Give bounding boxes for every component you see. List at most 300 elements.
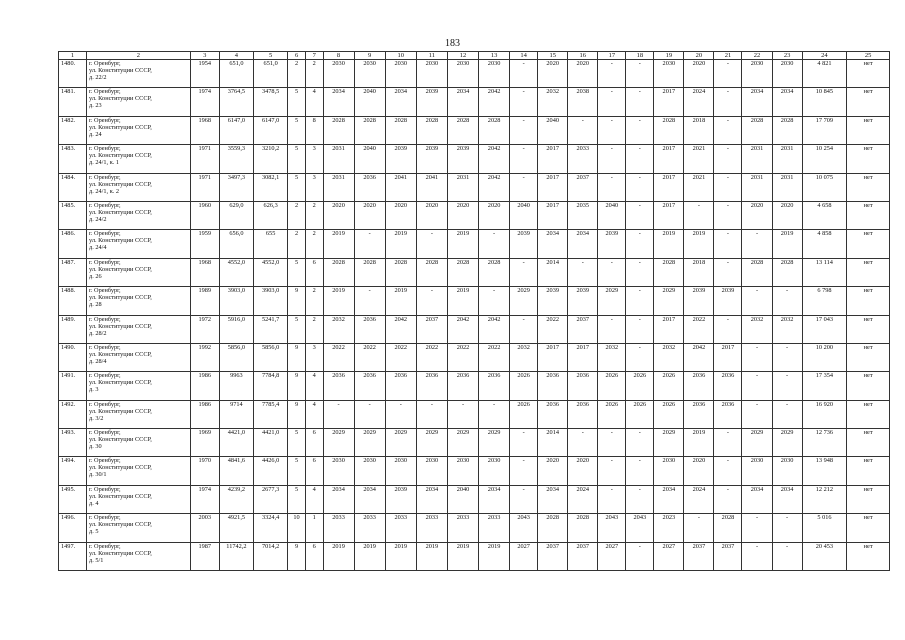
address-line: ул. Конституции СССР,	[89, 379, 152, 387]
table-cell: 2034	[416, 485, 447, 513]
table-cell: 5	[288, 457, 306, 485]
address-cell	[87, 116, 191, 144]
address-line: г. Оренбург,	[89, 400, 121, 408]
table-cell: 2032	[538, 88, 568, 116]
address-cell	[87, 372, 191, 400]
table-cell: 2037	[684, 542, 714, 570]
table-cell: -	[714, 145, 742, 173]
table-cell: 2030	[479, 60, 510, 88]
table-cell: 9963	[219, 372, 253, 400]
table-cell: -	[598, 173, 626, 201]
table-cell: 3210,2	[254, 145, 288, 173]
table-cell: 2028	[742, 116, 772, 144]
table-cell: -	[742, 514, 772, 542]
table-cell: 1986	[190, 372, 219, 400]
table-cell: 651,0	[219, 60, 253, 88]
table-cell: 2032	[598, 343, 626, 371]
table-cell: 2040	[447, 485, 478, 513]
table-cell: 2038	[568, 88, 598, 116]
table-cell: -	[626, 88, 654, 116]
table-cell: 1960	[190, 201, 219, 229]
table-cell: -	[568, 116, 598, 144]
table-cell: 2	[305, 60, 323, 88]
address-cell	[87, 429, 191, 457]
table-cell: 2020	[742, 201, 772, 229]
table-cell: -	[714, 116, 742, 144]
table-cell: 2021	[684, 173, 714, 201]
address-line: д. 24/1, к. 1	[89, 159, 120, 167]
table-cell: 629,0	[219, 201, 253, 229]
table-cell: 5	[288, 145, 306, 173]
table-cell: 2036	[714, 372, 742, 400]
table-cell: 2034	[772, 485, 802, 513]
table-cell: 2	[288, 201, 306, 229]
table-cell: 626,3	[254, 201, 288, 229]
table-cell: 2042	[479, 88, 510, 116]
table-cell: 2029	[510, 287, 538, 315]
table-cell: 6147,0	[219, 116, 253, 144]
address-line: ул. Конституции СССР,	[89, 265, 152, 273]
address-line: д. 24/4	[89, 244, 107, 252]
table-cell: -	[714, 429, 742, 457]
row-number: 1488.	[59, 287, 87, 315]
table-cell: 1959	[190, 230, 219, 258]
address-line: д. 22/2	[89, 74, 107, 81]
table-cell: 2020	[684, 60, 714, 88]
table-cell: 2027	[654, 542, 684, 570]
row-number: 1490.	[59, 343, 87, 371]
table-cell: 2029	[416, 429, 447, 457]
address-line: ул. Конституции СССР,	[89, 549, 152, 557]
table-cell: 17 354	[802, 372, 847, 400]
table-cell: -	[684, 201, 714, 229]
table-cell: -	[626, 315, 654, 343]
table-cell: 2019	[385, 287, 416, 315]
row-number: 1494.	[59, 457, 87, 485]
table-cell: 2028	[654, 258, 684, 286]
table-cell: 2034	[742, 88, 772, 116]
table-cell: 12 212	[802, 485, 847, 513]
table-cell: 2039	[714, 287, 742, 315]
row-number: 1495.	[59, 485, 87, 513]
table-cell: нет	[847, 88, 890, 116]
address-cell	[87, 485, 191, 513]
table-cell: 6	[305, 258, 323, 286]
housing-register-table	[58, 51, 890, 571]
table-cell: 2030	[772, 457, 802, 485]
address-line: д. 28/4	[89, 357, 107, 365]
column-number: 19	[654, 52, 684, 60]
table-cell: 2030	[354, 457, 385, 485]
address-line: г. Оренбург,	[89, 287, 121, 295]
table-cell: 20 453	[802, 542, 847, 570]
table-cell: нет	[847, 287, 890, 315]
table-cell: 2034	[538, 230, 568, 258]
table-cell: 2020	[772, 201, 802, 229]
table-cell: -	[714, 88, 742, 116]
table-cell: 16 920	[802, 400, 847, 428]
table-cell: 3559,3	[219, 145, 253, 173]
table-cell: -	[626, 145, 654, 173]
table-cell: 2030	[742, 60, 772, 88]
table-cell: 2030	[323, 457, 354, 485]
table-cell: нет	[847, 343, 890, 371]
table-cell: 1	[305, 514, 323, 542]
table-cell: 2028	[385, 116, 416, 144]
table-cell: 12 736	[802, 429, 847, 457]
table-cell: 2028	[772, 116, 802, 144]
table-cell: 2017	[538, 343, 568, 371]
table-cell: 4 658	[802, 201, 847, 229]
table-cell: нет	[847, 485, 890, 513]
table-cell: -	[510, 315, 538, 343]
table-cell: 2022	[416, 343, 447, 371]
table-row	[59, 514, 890, 542]
table-cell: -	[714, 230, 742, 258]
table-cell: 6	[305, 457, 323, 485]
table-cell: 2029	[654, 287, 684, 315]
table-cell: 2042	[479, 145, 510, 173]
table-cell: 2039	[447, 145, 478, 173]
address-line: г. Оренбург,	[89, 116, 121, 124]
table-cell: 3082,1	[254, 173, 288, 201]
table-cell: 5241,7	[254, 315, 288, 343]
table-cell: 2041	[385, 173, 416, 201]
table-cell: -	[626, 258, 654, 286]
table-cell: 651,0	[254, 60, 288, 88]
table-cell: -	[510, 485, 538, 513]
table-cell: нет	[847, 60, 890, 88]
table-cell: 2039	[568, 287, 598, 315]
table-cell: -	[626, 201, 654, 229]
table-row	[59, 116, 890, 144]
address-line: ул. Конституции СССР,	[89, 123, 152, 131]
table-cell: 2022	[479, 343, 510, 371]
table-cell: 5856,0	[254, 343, 288, 371]
table-cell: 2014	[538, 258, 568, 286]
table-cell: 9	[288, 400, 306, 428]
address-line: д. 5/1	[89, 556, 104, 564]
address-cell	[87, 343, 191, 371]
table-cell: 2026	[654, 400, 684, 428]
table-cell: -	[772, 514, 802, 542]
table-cell: 2677,3	[254, 485, 288, 513]
table-cell: -	[568, 258, 598, 286]
table-cell: 2028	[416, 116, 447, 144]
address-line: ул. Конституции СССР,	[89, 322, 152, 330]
table-cell: 2034	[323, 88, 354, 116]
address-line: ул. Конституции СССР,	[89, 152, 152, 160]
table-cell: -	[354, 230, 385, 258]
column-number: 13	[479, 52, 510, 60]
table-cell: 2019	[416, 542, 447, 570]
table-cell: 2020	[568, 457, 598, 485]
column-number: 9	[354, 52, 385, 60]
address-cell	[87, 315, 191, 343]
table-row	[59, 145, 890, 173]
table-cell: 2028	[654, 116, 684, 144]
table-cell: 2043	[626, 514, 654, 542]
table-cell: 2	[305, 201, 323, 229]
table-cell: 2026	[654, 372, 684, 400]
table-cell: -	[684, 514, 714, 542]
table-cell: 2020	[568, 60, 598, 88]
column-number: 5	[254, 52, 288, 60]
address-line: г. Оренбург,	[89, 372, 121, 380]
table-cell: 2034	[385, 88, 416, 116]
table-cell: 2019	[447, 542, 478, 570]
column-number: 17	[598, 52, 626, 60]
column-number: 16	[568, 52, 598, 60]
table-cell: 2036	[479, 372, 510, 400]
table-cell: 2017	[538, 145, 568, 173]
address-line: г. Оренбург,	[89, 60, 121, 67]
table-cell: 13 948	[802, 457, 847, 485]
address-cell	[87, 457, 191, 485]
table-row	[59, 485, 890, 513]
table-cell: 4921,5	[219, 514, 253, 542]
address-cell	[87, 145, 191, 173]
table-cell: 2034	[538, 485, 568, 513]
table-cell: 2026	[598, 400, 626, 428]
address-line: г. Оренбург,	[89, 514, 121, 522]
row-number: 1493.	[59, 429, 87, 457]
table-cell: 2043	[510, 514, 538, 542]
table-cell: -	[416, 400, 447, 428]
table-cell: 6 798	[802, 287, 847, 315]
table-cell: 2030	[385, 457, 416, 485]
table-row	[59, 60, 890, 88]
table-cell: 2037	[714, 542, 742, 570]
table-cell: 2019	[654, 230, 684, 258]
table-cell: 2036	[354, 372, 385, 400]
table-cell: 2022	[354, 343, 385, 371]
table-cell: -	[510, 60, 538, 88]
table-cell: 4	[305, 88, 323, 116]
table-cell: 2020	[538, 60, 568, 88]
table-cell: 4 821	[802, 60, 847, 88]
table-row	[59, 88, 890, 116]
table-cell: 9	[288, 372, 306, 400]
address-line: ул. Конституции СССР,	[89, 407, 152, 415]
table-cell: 1968	[190, 258, 219, 286]
table-cell: 2030	[654, 60, 684, 88]
table-cell: 5	[288, 88, 306, 116]
table-cell: -	[479, 400, 510, 428]
table-cell: 1969	[190, 429, 219, 457]
table-cell: 1971	[190, 145, 219, 173]
table-cell: 2028	[385, 258, 416, 286]
table-cell: 3478,5	[254, 88, 288, 116]
address-line: г. Оренбург,	[89, 145, 121, 153]
table-cell: 2034	[742, 485, 772, 513]
table-cell: -	[510, 145, 538, 173]
row-number: 1485.	[59, 201, 87, 229]
table-cell: 2029	[654, 429, 684, 457]
table-cell: -	[510, 457, 538, 485]
table-cell: 2036	[385, 372, 416, 400]
table-cell: 2020	[385, 201, 416, 229]
table-cell: 2030	[447, 60, 478, 88]
table-cell: 17 709	[802, 116, 847, 144]
address-cell	[87, 173, 191, 201]
table-cell: 5	[288, 485, 306, 513]
table-cell: -	[772, 400, 802, 428]
table-cell: 2036	[568, 400, 598, 428]
table-cell: 11742,2	[219, 542, 253, 570]
table-cell: -	[742, 287, 772, 315]
address-line: г. Оренбург,	[89, 230, 121, 238]
table-cell: -	[598, 429, 626, 457]
table-cell: 2040	[354, 88, 385, 116]
table-cell: 2028	[323, 116, 354, 144]
address-line: г. Оренбург,	[89, 173, 121, 181]
column-number: 3	[190, 52, 219, 60]
table-cell: 2030	[772, 60, 802, 88]
table-cell: -	[479, 287, 510, 315]
column-number: 10	[385, 52, 416, 60]
table-cell: нет	[847, 457, 890, 485]
table-cell: 2024	[684, 485, 714, 513]
table-cell: 1992	[190, 343, 219, 371]
table-row	[59, 258, 890, 286]
table-cell: 2023	[654, 514, 684, 542]
table-cell: 4	[305, 400, 323, 428]
table-cell: 4552,0	[219, 258, 253, 286]
table-cell: 2030	[416, 457, 447, 485]
table-cell: 2026	[626, 372, 654, 400]
table-cell: 1987	[190, 542, 219, 570]
table-cell: 2033	[385, 514, 416, 542]
column-number: 12	[447, 52, 478, 60]
table-cell: 5	[288, 116, 306, 144]
table-cell: нет	[847, 542, 890, 570]
table-cell: 1972	[190, 315, 219, 343]
table-cell: 2020	[416, 201, 447, 229]
column-number: 4	[219, 52, 253, 60]
table-cell: 2039	[510, 230, 538, 258]
table-cell: 2024	[568, 485, 598, 513]
table-cell: 2	[288, 230, 306, 258]
column-number: 7	[305, 52, 323, 60]
table-cell: 2034	[772, 88, 802, 116]
table-cell: 2019	[323, 230, 354, 258]
table-cell: 2031	[742, 145, 772, 173]
table-cell: 7785,4	[254, 400, 288, 428]
column-number: 1	[59, 52, 87, 60]
address-line: ул. Конституции СССР,	[89, 180, 152, 188]
address-cell	[87, 514, 191, 542]
table-cell: 13 114	[802, 258, 847, 286]
table-cell: 2032	[742, 315, 772, 343]
table-cell: 4841,6	[219, 457, 253, 485]
row-number: 1480.	[59, 60, 87, 88]
table-cell: 2042	[684, 343, 714, 371]
column-number: 2	[87, 52, 191, 60]
address-line: д. 24/1, к. 2	[89, 187, 120, 195]
table-row	[59, 429, 890, 457]
table-cell: -	[626, 429, 654, 457]
table-cell: 1954	[190, 60, 219, 88]
table-cell: -	[626, 116, 654, 144]
table-cell: 3497,3	[219, 173, 253, 201]
address-cell	[87, 230, 191, 258]
table-cell: 2036	[538, 400, 568, 428]
table-cell: 5	[288, 429, 306, 457]
table-cell: -	[742, 542, 772, 570]
table-cell: 7014,2	[254, 542, 288, 570]
address-line: д. 30/1	[89, 471, 107, 479]
table-cell: 1974	[190, 88, 219, 116]
table-cell: 2036	[354, 315, 385, 343]
table-cell: 2003	[190, 514, 219, 542]
table-cell: 2034	[447, 88, 478, 116]
table-cell: 2017	[654, 201, 684, 229]
address-line: ул. Конституции СССР,	[89, 436, 152, 444]
table-cell: 3903,0	[254, 287, 288, 315]
table-cell: 6	[305, 429, 323, 457]
table-cell: -	[510, 88, 538, 116]
table-cell: 2040	[354, 145, 385, 173]
table-cell: нет	[847, 429, 890, 457]
table-cell: 2039	[598, 230, 626, 258]
table-cell: -	[568, 429, 598, 457]
table-cell: 2017	[568, 343, 598, 371]
table-cell: нет	[847, 230, 890, 258]
table-cell: -	[354, 400, 385, 428]
table-row	[59, 457, 890, 485]
table-cell: 2031	[742, 173, 772, 201]
table-cell: 2040	[538, 116, 568, 144]
row-number: 1486.	[59, 230, 87, 258]
table-cell: 2034	[323, 485, 354, 513]
table-cell: нет	[847, 201, 890, 229]
table-cell: 2036	[447, 372, 478, 400]
table-cell: 2	[305, 230, 323, 258]
column-number: 14	[510, 52, 538, 60]
table-cell: 2	[288, 60, 306, 88]
table-cell: -	[598, 258, 626, 286]
table-cell: 2033	[416, 514, 447, 542]
table-cell: 6147,0	[254, 116, 288, 144]
table-cell: 2037	[416, 315, 447, 343]
table-cell: нет	[847, 514, 890, 542]
table-cell: 2033	[568, 145, 598, 173]
table-cell: 2039	[385, 485, 416, 513]
table-row	[59, 542, 890, 570]
table-cell: 2029	[385, 429, 416, 457]
table-cell: -	[510, 116, 538, 144]
table-cell: 2028	[479, 258, 510, 286]
table-cell: 2028	[714, 514, 742, 542]
table-cell: -	[772, 542, 802, 570]
table-cell: 2019	[684, 429, 714, 457]
table-cell: -	[447, 400, 478, 428]
table-cell: 2032	[323, 315, 354, 343]
table-cell: 2040	[598, 201, 626, 229]
table-cell: 2027	[510, 542, 538, 570]
table-cell: 3	[305, 173, 323, 201]
address-line: ул. Конституции СССР,	[89, 492, 152, 500]
table-row	[59, 400, 890, 428]
table-cell: -	[510, 429, 538, 457]
table-cell: 2026	[510, 400, 538, 428]
table-cell: 2028	[447, 258, 478, 286]
table-cell: 2022	[538, 315, 568, 343]
page-number: 183	[445, 38, 460, 49]
address-line: д. 28/2	[89, 329, 107, 337]
row-number: 1489.	[59, 315, 87, 343]
